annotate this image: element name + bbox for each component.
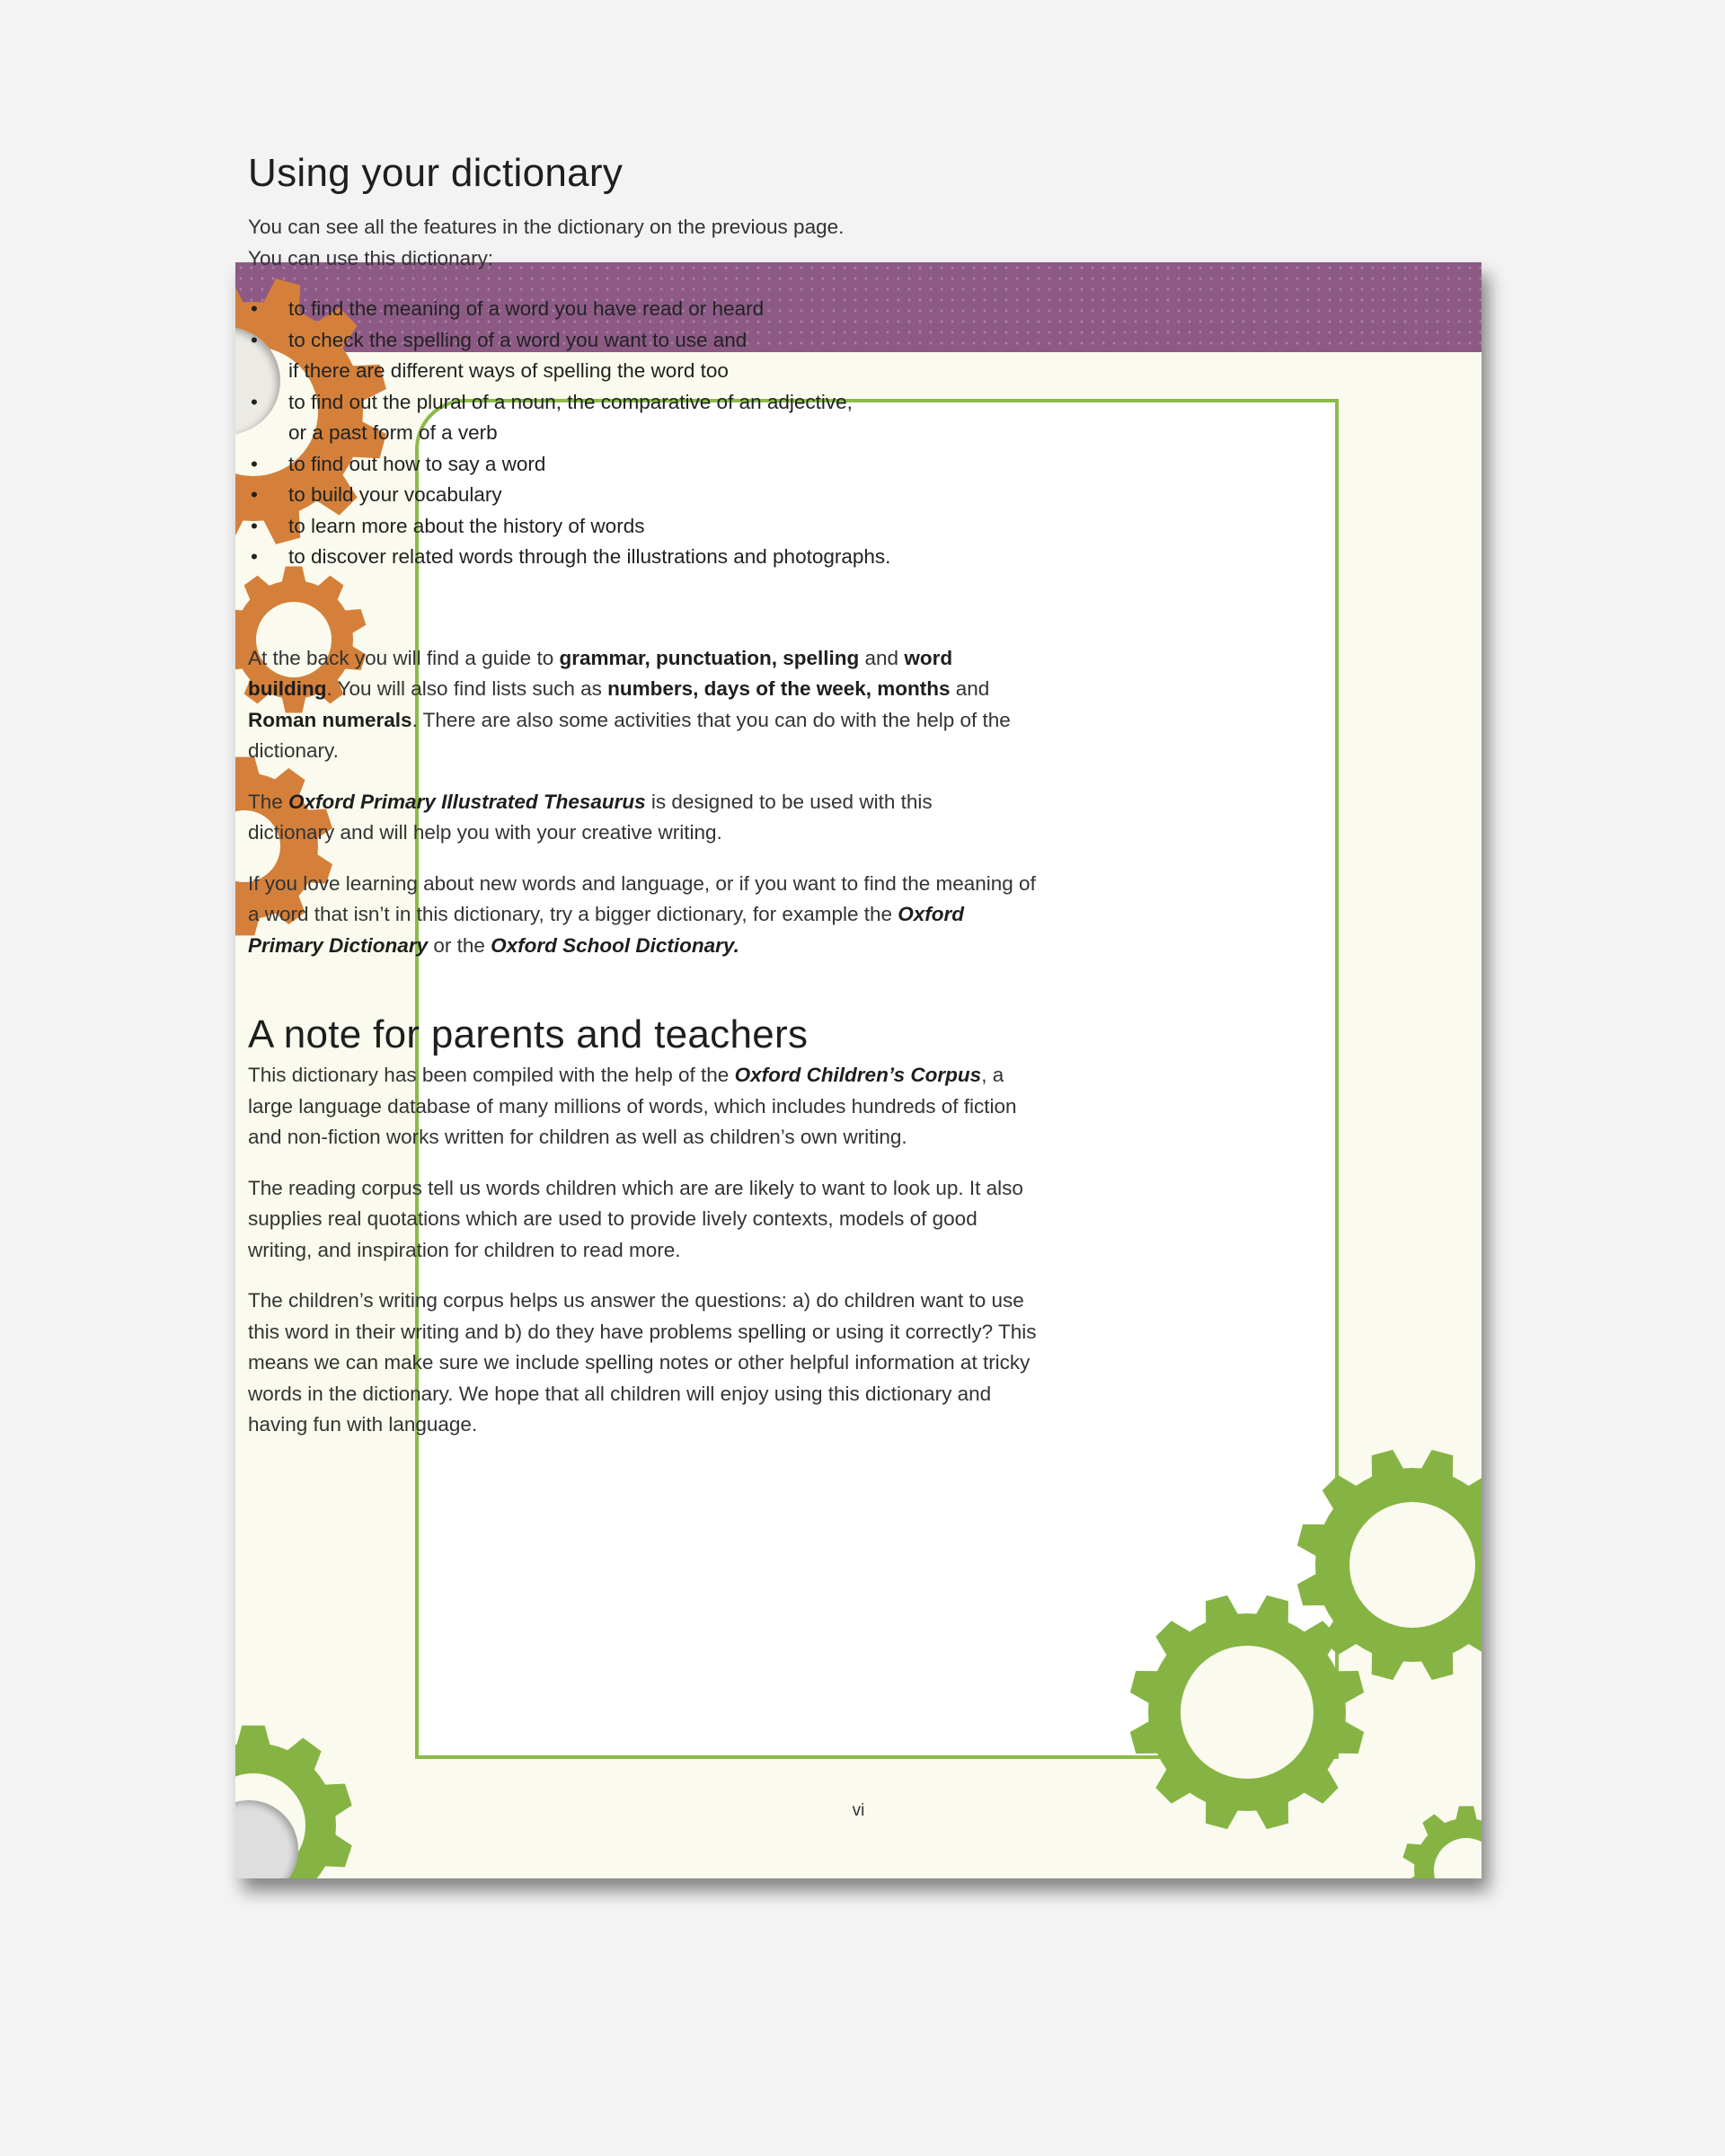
corpus-paragraph xyxy=(248,1060,1039,1153)
bullet-icon: • xyxy=(251,545,258,568)
list-item-text: to find out the plural of a noun, the comparative of an adjective, xyxy=(288,390,853,413)
bullet-icon: • xyxy=(251,483,258,506)
list-item xyxy=(248,542,1110,573)
text-span: and xyxy=(859,646,905,669)
intro-line-1: You can see all the features in the dictionary on the previous page. xyxy=(248,216,845,238)
text-span: . You will also find lists such as xyxy=(326,677,608,700)
corpus-title: Oxford Children’s Corpus xyxy=(734,1064,982,1086)
text-span: or the xyxy=(428,933,491,957)
list-item xyxy=(248,294,1110,325)
bullet-icon: • xyxy=(251,297,258,320)
gear-hole xyxy=(1181,1646,1314,1779)
text-span: and xyxy=(950,677,990,700)
text-span: is designed to be used with this dictionary and will help you with your creative writing. xyxy=(248,790,933,844)
bullet-icon: • xyxy=(251,514,258,537)
text-span: This dictionary has been compiled with the help of the xyxy=(248,1064,735,1086)
intro-line-2: You can use this dictionary: xyxy=(248,246,494,270)
green-gear-icon-bottom-right-small xyxy=(1376,1780,1482,1878)
list-item-text: to find the meaning of a word you have read or heard xyxy=(288,297,765,320)
text-span: If you love learning about new words and language, or if you want to find the meaning of a word that isn’t in this dictionary, try a bigger dictionary, for example the xyxy=(248,871,1036,925)
book-title: Oxford School Dictionary. xyxy=(491,933,739,957)
book-title: Oxford Primary Illustrated Thesaurus xyxy=(288,790,646,813)
bigger-dictionary-paragraph xyxy=(248,869,1039,962)
text-span: , a large language database of many millions of words, which includes hundreds of fiction and non-fiction works written for children as well as children’s own writing. xyxy=(248,1064,1017,1148)
text-span: . There are also some activities that you can do with the help of the dictionary. xyxy=(248,708,1011,762)
bold-term: numbers, days of the week, months xyxy=(607,677,951,700)
list-item xyxy=(248,449,1110,481)
thesaurus-paragraph xyxy=(248,787,985,849)
section-title-parents-teachers: A note for parents and teachers xyxy=(248,1012,809,1056)
bullet-icon: • xyxy=(251,328,258,351)
text-span: At the back you will find a guide to xyxy=(248,646,560,669)
bold-term: grammar, punctuation, spelling xyxy=(559,646,860,669)
list-item-text: if there are different ways of spelling the word too xyxy=(288,359,729,382)
list-item-text: or a past form of a verb xyxy=(288,421,498,444)
list-item xyxy=(248,480,1110,511)
bullet-icon: • xyxy=(251,452,258,475)
bold-term: word building xyxy=(248,646,953,700)
uses-list xyxy=(248,294,1110,573)
reading-corpus-paragraph: The reading corpus tell us words children which are are likely to want to look up. It also supplies real quotations which are used to provide lively contexts, models of good writing, and inspiration for children to read more. xyxy=(248,1176,1023,1261)
section-title-using-dictionary: Using your dictionary xyxy=(248,151,624,195)
writing-corpus-paragraph: The children’s writing corpus helps us answer the questions: a) do children want to use this word in their writing and b) do they have problems spelling or using it correctly? This means we can make sure we include spelling notes or other helpful information at tricky words in the dictionary. We hope that all children will enjoy using this dictionary and having fun with language. xyxy=(248,1289,1037,1436)
list-item-text: to learn more about the history of words xyxy=(288,514,645,537)
book-title: Oxford Primary Dictionary xyxy=(248,903,965,957)
text-span: The xyxy=(248,790,289,813)
list-item xyxy=(248,511,1110,543)
intro-paragraph xyxy=(248,212,1110,274)
list-item-text: to find out how to say a word xyxy=(288,452,546,475)
list-item-text: to check the spelling of a word you want to use and xyxy=(288,328,748,351)
list-item xyxy=(248,325,1110,387)
list-item xyxy=(248,387,1110,449)
list-item-text: to build your vocabulary xyxy=(288,483,502,506)
bold-term: Roman numerals xyxy=(248,708,412,731)
bullet-icon: • xyxy=(251,390,258,413)
list-item-text: to discover related words through the illustrations and photographs. xyxy=(288,545,891,568)
guide-paragraph xyxy=(248,643,1039,767)
page-number: vi xyxy=(852,1801,865,1820)
page-content xyxy=(248,144,1110,1461)
